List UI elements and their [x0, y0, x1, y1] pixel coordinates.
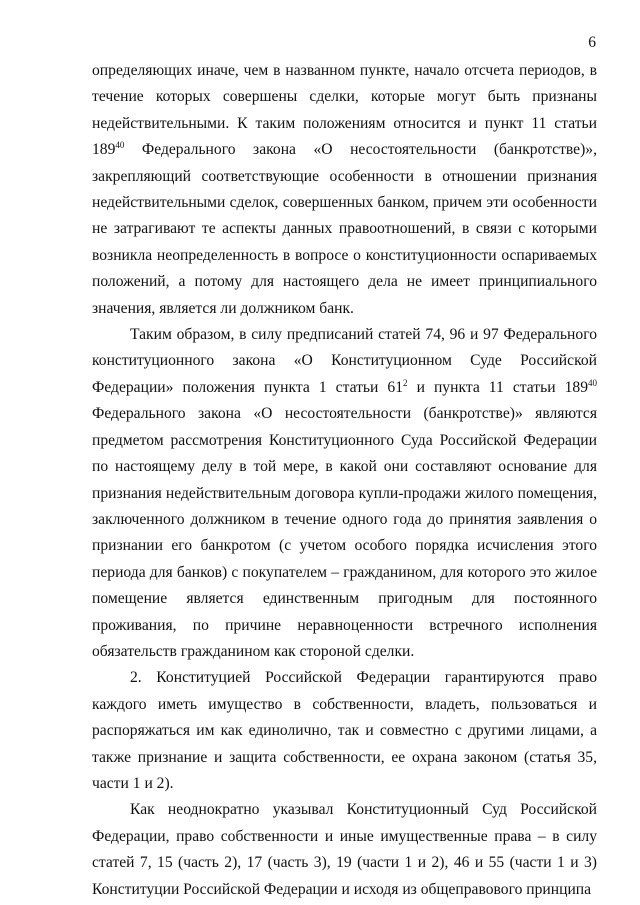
paragraph: [92, 797, 597, 903]
paragraph: [92, 58, 597, 322]
page-number: 6: [588, 34, 596, 51]
paragraph: [92, 665, 597, 797]
paragraph-text: Федерального закона «О несостоятельности (банкротстве)» являются предметом рассмотрения Конституционного Суда Российской Федерации по настоящему делу в той мере, в какой они составляют основание для признания недействительным договора купли-продажи жилого помещения, заключенного должником в течение одного года до принятия заявления о признании его банкротом (с учетом особого порядка исчисления этого периода для банков) с покупателем – гражданином, для которого это жилое помещение является единственным пригодным для постоянного проживания, по причине неравноценности встречного исполнения обязательств гражданином как стороной сделки.: [92, 405, 597, 660]
paragraph-text: Как неоднократно указывал Конституционный Суд Российской Федерации, право собственности и иные имущественные права – в силу статей 7, 15 (часть 2), 17 (часть 3), 19 (части 1 и 2), 46 и 55 (части 1 и 3) Конституции Российской Федерации и исходя из общеправового принципа: [92, 801, 597, 898]
superscript-number: 40: [115, 140, 125, 151]
superscript-number: 40: [588, 377, 597, 388]
paragraph-text: Федерального закона «О несостоятельности (банкротстве)», закрепляющий соответствующие особенности в отношении признания недействительными сделок, совершенных банком, причем эти особенности не затрагивают те аспекты данных правоотношений, в связи с которыми возникла неопределенность в вопросе о конституционности оспариваемых положений, а потому для настоящего дела не имеет принципиального значения, является ли должником банк.: [92, 141, 597, 317]
superscript-number: 2: [403, 377, 408, 388]
paragraph-text: 2. Конституцией Российской Федерации гарантируются право каждого иметь имущество в собственности, владеть, пользоваться и распоряжаться им как единолично, так и совместно с другими лицами, а также признание и защита собственности, ее охрана законом (статья 35, части 1 и 2).: [92, 669, 597, 792]
paragraph: [92, 322, 597, 665]
paragraph-text: и пункта 11 статьи 189: [407, 378, 588, 396]
paragraph-text: Таким образом, в силу предписаний статей 74, 96 и 97 Федерального конституционного закона «О Конституционном Суде Российской Федерации» положения пункта 1 статьи 61: [92, 326, 597, 396]
paragraph-text: определяющих иначе, чем в названном пункте, начало отсчета периодов, в течение которых совершены сделки, которые могут быть признаны недействительными. К таким положениям относится и пункт 11 статьи 189: [92, 62, 597, 159]
document-body: [92, 58, 597, 903]
